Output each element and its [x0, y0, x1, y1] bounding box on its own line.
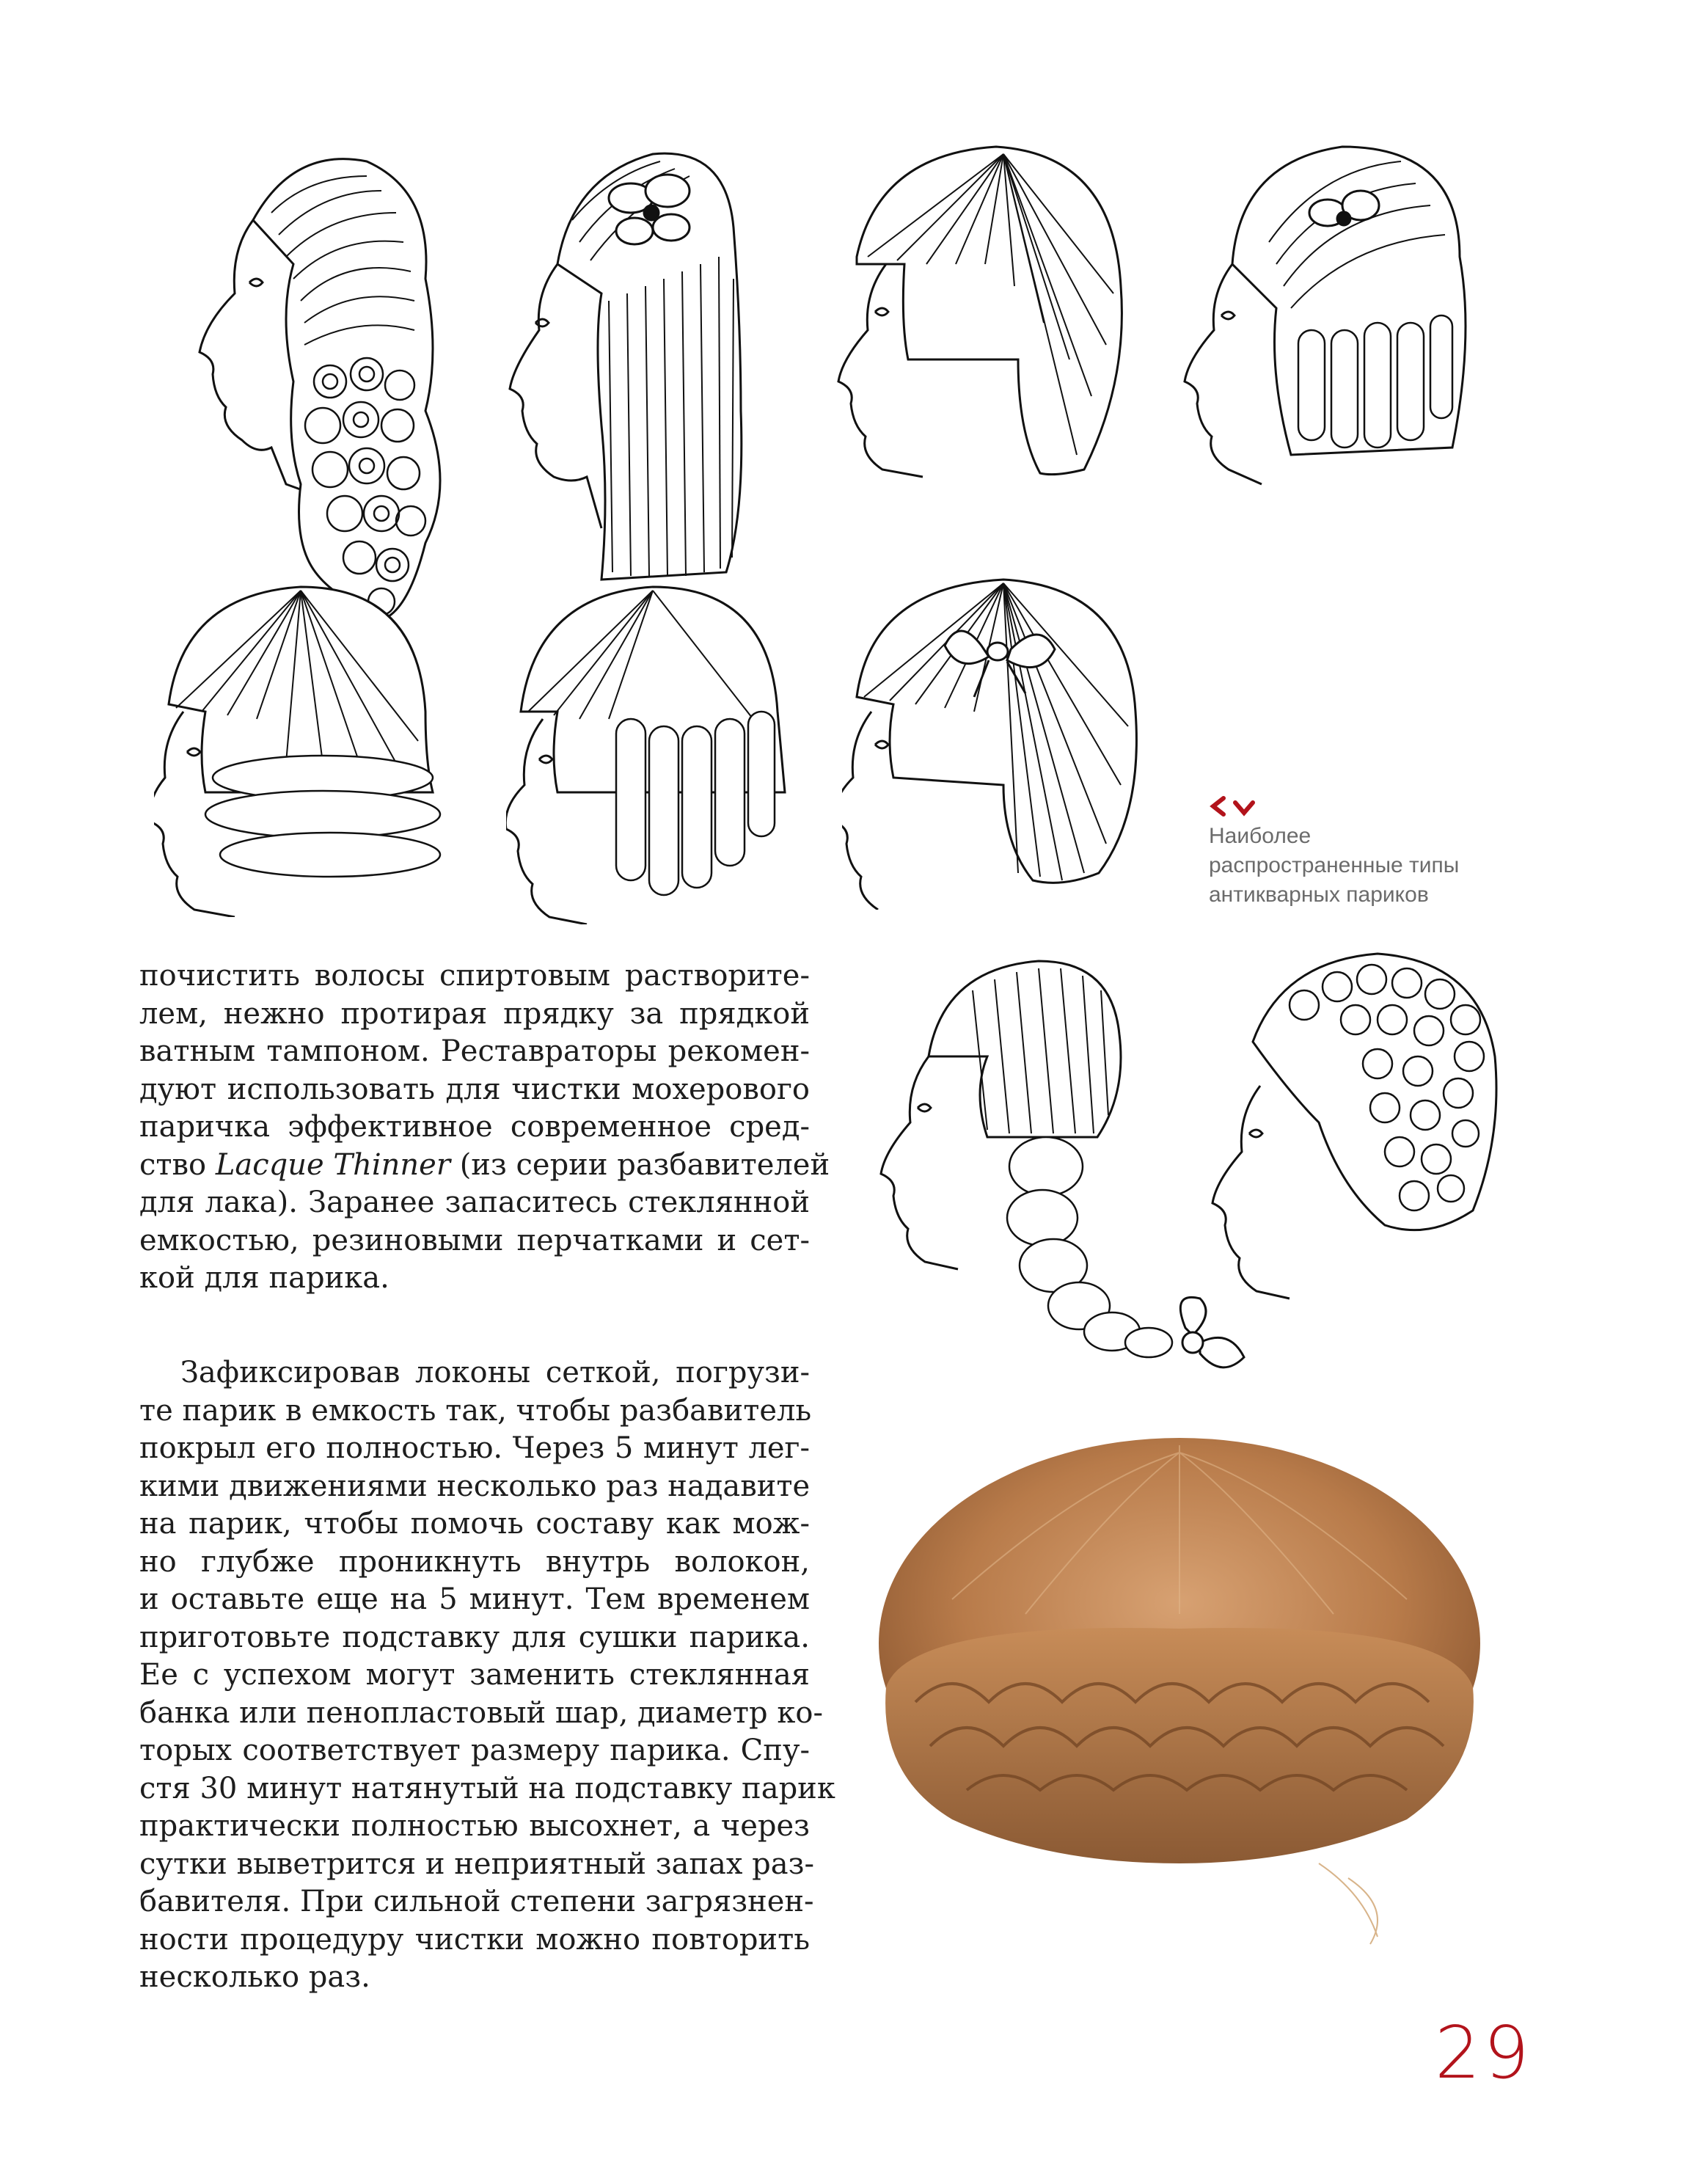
text-line: на парик, чтобы помочь составу как мож- [139, 1507, 810, 1541]
page-number: 29 [1435, 2012, 1532, 2095]
wig-illustration-bob-with-bow [842, 565, 1165, 910]
text-line: покрыл его полностью. Через 5 минут лег- [139, 1431, 810, 1465]
text-line: лем, нежно протирая прядку за прядкой [139, 996, 810, 1031]
caption-line: Наиболее [1209, 824, 1312, 848]
text-line: Зафиксировав локоны сеткой, погрузи- [180, 1356, 810, 1389]
chevron-arrows-icon [1209, 794, 1260, 819]
text-line [139, 1147, 830, 1185]
text-line: Ее с успехом могут заменить стеклянная [139, 1658, 810, 1692]
text-line: для лака). Заранее запаситесь стеклянной [139, 1186, 810, 1219]
text-line: и оставьте еще на 5 минут. Тем временем [139, 1582, 810, 1616]
text-line: кой для парика. [139, 1261, 389, 1295]
wig-illustration-long-curls [147, 132, 484, 631]
text-line: паричка эффективное современное сред- [139, 1110, 810, 1144]
text-line: те парик в емкость так, чтобы разбавитель [139, 1393, 812, 1428]
text-line: ватным тампоном. Реставраторы рекомен- [139, 1034, 810, 1068]
text-line: но глубже проникнуть внутрь волокон, [139, 1544, 810, 1579]
text-line: ности процедуру чистки можно повторить [139, 1922, 810, 1957]
caption-line: распространенные типы [1209, 853, 1460, 877]
text-line: сутки выветрится и неприятный запах раз- [139, 1847, 814, 1881]
text-line: банка или пенопластовый шар, диаметр ко- [139, 1695, 823, 1730]
text-line: дуют использовать для чистки мохерового [139, 1072, 810, 1106]
text-line: практически полностью высохнет, а через [139, 1809, 810, 1843]
text-line: кими движениями несколько раз надавите [139, 1469, 811, 1503]
wig-illustration-bob-straight [835, 139, 1143, 484]
text-fragment: ство [139, 1147, 216, 1182]
text-line: емкостью, резиновыми перчатками и сет- [139, 1223, 810, 1257]
caption-line: антикварных париков [1209, 883, 1429, 907]
text-line: стя 30 минут натянутый на подставку парик [139, 1771, 835, 1805]
text-fragment: (из серии разбавителей [450, 1147, 830, 1182]
paragraph-1 [139, 957, 830, 1298]
text-line: торых соответствует размеру парика. Спу- [139, 1734, 810, 1767]
wig-illustration-fringe-ringlets [506, 572, 807, 924]
text-line: несколько раз. [139, 1960, 370, 1994]
wig-illustration-short-curls [1209, 946, 1517, 1313]
paragraph-2 [139, 1354, 835, 1997]
wig-illustration-ringlets-with-bow [1181, 132, 1504, 499]
braided-wig-photo [864, 1423, 1495, 1951]
wig-illustration-bob-rolled [154, 572, 462, 917]
illustration-caption [1209, 794, 1517, 910]
text-line: бавителя. При сильной степени загрязнен- [139, 1885, 814, 1918]
text-line: приготовьте подставку для сушки парика. [139, 1620, 810, 1654]
product-name: Lacque Thinner [215, 1147, 450, 1182]
text-line: почистить волосы спиртовым растворите- [139, 959, 810, 993]
wig-illustration-long-straight-with-bow [491, 132, 814, 602]
